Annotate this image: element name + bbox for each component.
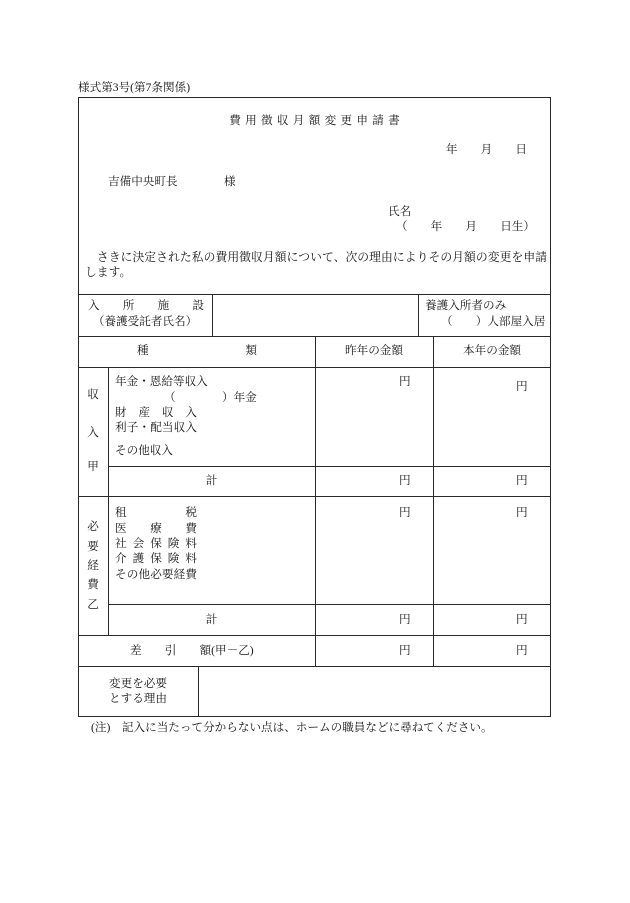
- rule-this-year-column: [433, 336, 434, 666]
- income-item-interest-dividends: 利子・配当収入: [115, 421, 197, 434]
- resident-only-note: 養護入所者のみ: [425, 299, 507, 312]
- expenses-total-label: 計: [205, 613, 218, 626]
- expenses-last-year-unit: 円: [399, 506, 411, 519]
- expense-item-social-insurance: 社会保険料: [115, 537, 197, 550]
- facility-sub-label: （養護受託者氏名）: [92, 315, 198, 328]
- facility-name-cell: [213, 295, 418, 336]
- rule-last-year-column: [315, 336, 316, 666]
- income-last-year-unit: 円: [399, 375, 411, 388]
- column-header-category: 種類: [137, 344, 257, 357]
- applicant-name-label: 氏名: [388, 205, 412, 218]
- income-item-other: その他収入: [115, 444, 173, 457]
- difference-label: 差 引 額(甲－乙): [130, 644, 254, 657]
- income-item-pension: 年金・恩給等収入: [115, 375, 208, 388]
- rule-side-label-divider: [108, 367, 109, 635]
- reason-label-line: とする理由: [109, 692, 167, 705]
- expenses-total-last-year-unit: 円: [399, 613, 411, 626]
- column-header-last-year: 昨年の金額: [345, 344, 403, 357]
- expense-item-tax: 租税: [115, 506, 197, 519]
- expenses-side-label-char: 経: [87, 559, 99, 572]
- income-side-label-char: 甲: [87, 460, 99, 473]
- income-total-this-year-unit: 円: [516, 474, 528, 487]
- honorific: 様: [224, 175, 236, 188]
- income-item-property: 財産収入: [115, 406, 197, 419]
- income-total-label: 計: [205, 474, 218, 487]
- expenses-total-this-year-unit: 円: [516, 613, 528, 626]
- expenses-side-label-char: 必: [87, 520, 99, 533]
- form-frame: [78, 97, 551, 717]
- expenses-side-label-char: 乙: [87, 598, 99, 611]
- room-type-note: （ ）人部屋入居: [441, 315, 546, 328]
- footnote: (注) 記入に当たって分からない点は、ホームの職員などに尋ねてください。: [91, 721, 493, 734]
- column-header-this-year: 本年の金額: [463, 344, 521, 357]
- rule-income-total-top: [108, 466, 551, 467]
- difference-this-year-unit: 円: [516, 644, 528, 657]
- expenses-side-label-char: 要: [87, 540, 99, 553]
- expense-item-other: その他必要経費: [115, 568, 197, 581]
- income-side-label-char: 入: [87, 426, 99, 439]
- request-text: さきに決定された私の費用徴収月額について、次の理由によりその月額の変更を申請します。: [85, 250, 547, 279]
- applicant-birth-date: （ 年 月 日生）: [395, 220, 535, 233]
- rule-expenses-total-top: [108, 604, 551, 605]
- difference-last-year-unit: 円: [399, 644, 411, 657]
- income-this-year-unit: 円: [516, 380, 528, 393]
- income-item-named-pension: （ ）年金: [164, 391, 257, 404]
- form-number: 様式第3号(第7条関係): [78, 81, 191, 94]
- form-title: 費用徴収月額変更申請書: [229, 114, 405, 127]
- reason-cell: [199, 667, 550, 716]
- expense-item-care-insurance: 介護保険料: [115, 552, 197, 565]
- income-side-label-char: 収: [87, 388, 99, 401]
- income-total-last-year-unit: 円: [399, 474, 411, 487]
- expense-item-medical: 医療費: [115, 522, 197, 535]
- rule-facility-note-divider: [418, 294, 419, 336]
- expenses-this-year-unit: 円: [516, 506, 528, 519]
- expenses-side-label-char: 費: [87, 578, 99, 591]
- date-line: 年 月 日: [445, 143, 527, 156]
- reason-label-line: 変更を必要: [109, 677, 167, 690]
- addressee: 吉備中央町長: [108, 175, 178, 188]
- facility-label: 入所施設: [88, 299, 204, 312]
